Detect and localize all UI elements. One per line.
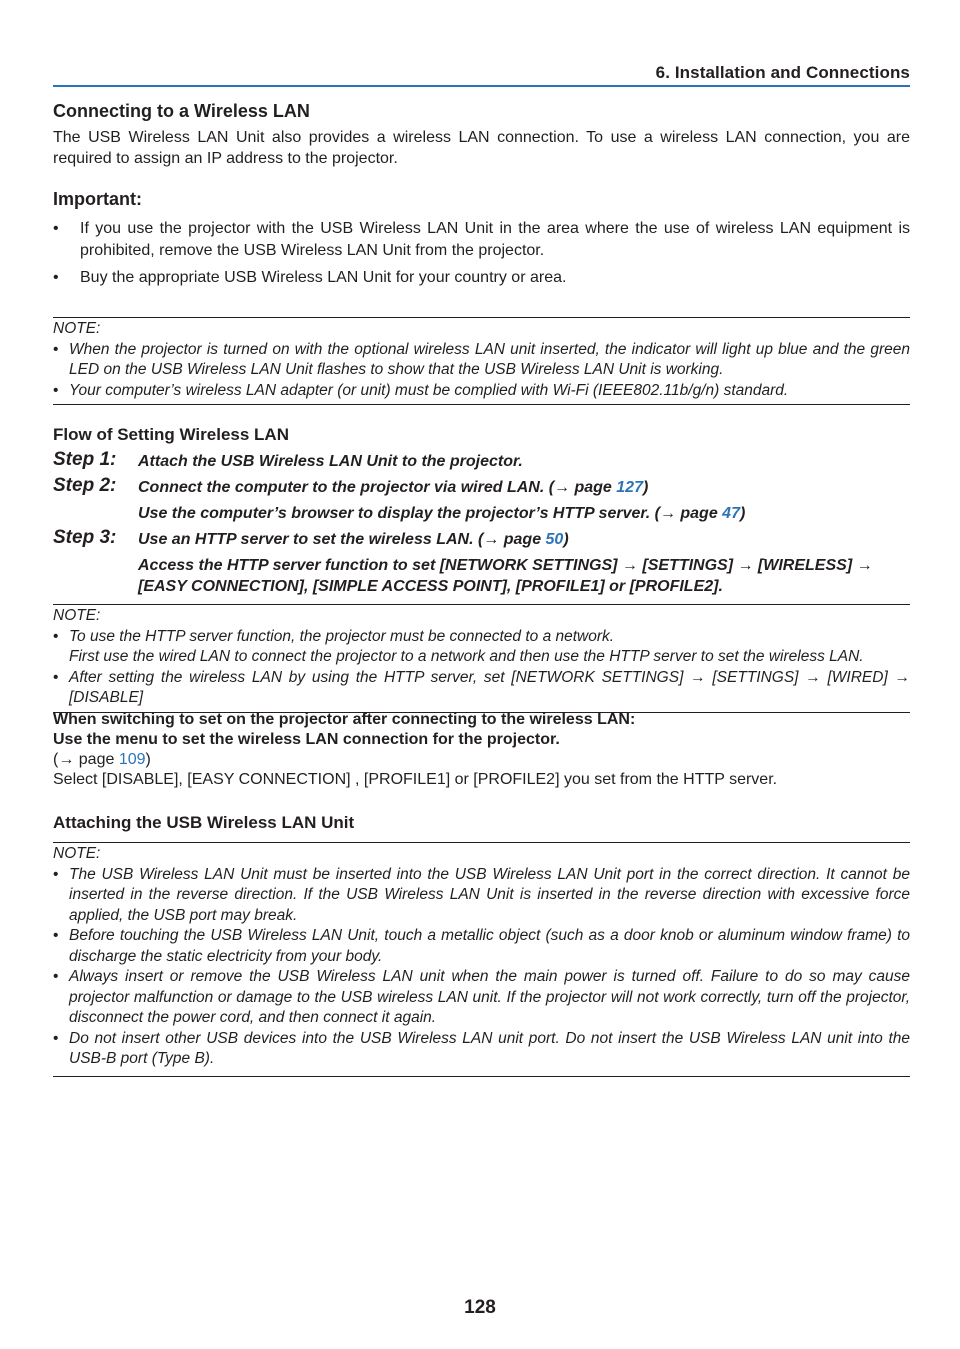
steps-list (53, 449, 910, 601)
close-paren: ) (563, 531, 569, 548)
step-text (138, 477, 910, 498)
step-label: Step 3: (53, 527, 117, 548)
page-link[interactable]: 47 (722, 505, 740, 522)
step-text (138, 503, 910, 524)
important-list (53, 218, 910, 294)
bullet: • (53, 1029, 59, 1047)
switching-paragraph (53, 710, 910, 790)
step-1 (53, 449, 910, 475)
list-item (53, 967, 910, 1029)
step-3 (53, 527, 910, 553)
step-text: Access the HTTP server function to set [NETWORK SETTINGS] → [SETTINGS] → [WIRELESS] → [EASY CONNECTION], [SIMPLE ACCESS POINT], [PROFILE1] or [PROFILE2]. (138, 557, 873, 595)
note-item-text: After setting the wireless LAN by using the HTTP server, set [NETWORK SETTINGS] → [SETTINGS] → [WIRED] → [DISABLE] (69, 668, 910, 706)
list-item (53, 218, 910, 262)
step-label: Step 2: (53, 475, 117, 496)
step-text (138, 529, 910, 550)
step-label: Step 1: (53, 449, 117, 470)
flow-heading: Flow of Setting Wireless LAN (53, 425, 289, 444)
list-item (53, 340, 910, 381)
step-2 (53, 475, 910, 501)
page-link[interactable]: 127 (616, 479, 643, 496)
page-link[interactable]: 50 (545, 531, 564, 548)
step-3-continued (53, 553, 910, 601)
important-heading: Important: (53, 189, 142, 209)
important-item-text: Buy the appropriate USB Wireless LAN Unit for your country or area. (80, 269, 567, 286)
list-item (53, 627, 910, 668)
switching-line: When switching to set on the projector after connecting to the wireless LAN: (53, 711, 636, 728)
bullet: • (53, 627, 59, 645)
note-label: NOTE: (53, 607, 101, 624)
note-item-text: To use the HTTP server function, the projector must be connected to a network. (69, 627, 615, 645)
step-text-body: Use an HTTP server to set the wireless LAN. (→ page (138, 531, 546, 548)
note-item-text: Do not insert other USB devices into the USB Wireless LAN unit port. Do not insert the USB Wireless LAN unit into the USB-B port (Type B). (69, 1029, 910, 1067)
bullet: • (53, 269, 59, 286)
bullet: • (53, 968, 59, 985)
important-item-text: If you use the projector with the USB Wireless LAN Unit in the area where the use of wireless LAN equipment is prohibited, remove the USB Wireless LAN Unit from the projector. (80, 220, 910, 259)
list-item (53, 865, 910, 927)
bullet: • (53, 865, 59, 883)
list-item (53, 926, 910, 967)
list-item (53, 668, 910, 709)
step-text-body: Connect the computer to the projector via wired LAN. (→ page (138, 479, 617, 496)
page-number: 128 (464, 1297, 496, 1318)
attach-heading: Attaching the USB Wireless LAN Unit (53, 813, 355, 832)
note-item-text: Your computer’s wireless LAN adapter (or unit) must be complied with Wi-Fi (IEEE802.11b/g/n) standard. (69, 381, 789, 399)
chapter-rule (53, 85, 910, 87)
bullet: • (53, 668, 59, 686)
bullet: • (53, 220, 59, 237)
bullet: • (53, 927, 59, 944)
list-item (53, 381, 910, 402)
note-box-attach (53, 842, 910, 1077)
step-2-continued (53, 501, 910, 527)
list-item (53, 1029, 910, 1070)
page-link[interactable]: 109 (118, 751, 146, 768)
ref-suffix: ) (145, 751, 151, 768)
note-item-text: Always insert or remove the USB Wireless LAN unit when the main power is turned off. Failure to do so may cause projector malfunction or damage to the USB wireless LAN unit. If the projector will not work correctly, turn off the projector, disconnect the power cord, and then connect it again. (69, 968, 910, 1026)
chapter-title: 6. Installation and Connections (655, 63, 910, 82)
note-item-text: Before touching the USB Wireless LAN Unit, touch a metallic object (such as a door knob or aluminum window frame) to discharge the static electricity from your body. (69, 927, 910, 965)
intro-paragraph: The USB Wireless LAN Unit also provides a wireless LAN connection. To use a wireless LAN connection, you are required to assign an IP address to the projector. (53, 129, 910, 167)
step-text: Attach the USB Wireless LAN Unit to the projector. (138, 453, 523, 470)
bullet: • (53, 340, 59, 358)
note-label: NOTE: (53, 845, 101, 862)
bullet: • (53, 381, 59, 399)
close-paren: ) (642, 479, 649, 496)
note-item-text: The USB Wireless LAN Unit must be inserted into the USB Wireless LAN Unit port in the correct direction. It cannot be inserted in the reverse direction. If the USB Wireless LAN Unit is inserted in the reverse direction with excessive force applied, the USB port may break. (69, 865, 910, 924)
note-box-wireless (53, 317, 910, 405)
ref-prefix: (→ page (53, 751, 119, 768)
switching-line: Use the menu to set the wireless LAN connection for the projector. (53, 731, 560, 748)
section-title: Connecting to a Wireless LAN (53, 101, 310, 121)
step-text-body: Use the computer’s browser to display the projector’s HTTP server. (→ page (138, 505, 723, 522)
note-item-text: When the projector is turned on with the optional wireless LAN unit inserted, the indicator will light up blue and the green LED on the USB Wireless LAN Unit flashes to show that the USB Wireless LAN Unit is working. (69, 340, 910, 378)
close-paren: ) (739, 505, 746, 522)
page-ref (53, 750, 910, 770)
switching-line: Select [DISABLE], [EASY CONNECTION] , [PROFILE1] or [PROFILE2] you set from the HTTP server. (53, 771, 778, 788)
note-label: NOTE: (53, 320, 101, 337)
note-item-text: First use the wired LAN to connect the projector to a network and then use the HTTP server to set the wireless LAN. (69, 648, 864, 665)
list-item (53, 267, 910, 289)
note-box-http (53, 604, 910, 713)
